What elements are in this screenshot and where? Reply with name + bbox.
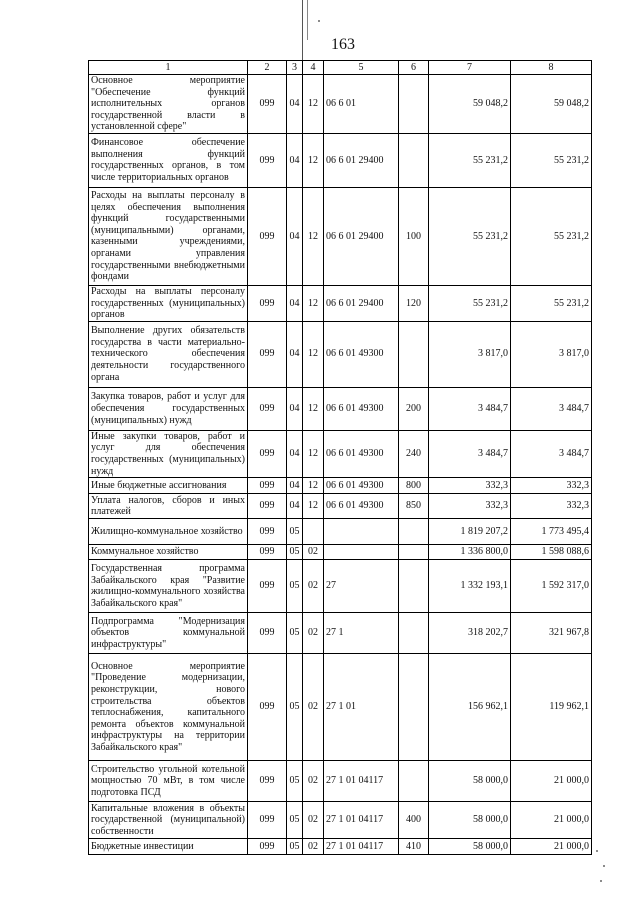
row-name: Расходы на выплаты персоналу в целях обеспечения выполнения функций государственными (муниципальными) органами, казенными учреждениями, органами управления государственными внебюджетными фондами bbox=[89, 187, 248, 285]
table-body bbox=[89, 75, 592, 855]
amount-year-1: 1 819 207,2 bbox=[429, 519, 511, 545]
ved-code: 099 bbox=[248, 133, 287, 187]
row-name: Подпрограмма "Модернизация объектов коммунальной инфраструктуры" bbox=[89, 613, 248, 654]
table-row bbox=[89, 654, 592, 761]
scan-speck bbox=[318, 20, 320, 22]
amount-year-2: 55 231,2 bbox=[511, 285, 592, 321]
column-header: 8 bbox=[511, 61, 592, 75]
row-name: Иные бюджетные ассигнования bbox=[89, 478, 248, 494]
ved-code: 099 bbox=[248, 285, 287, 321]
expense-type-code: 240 bbox=[399, 430, 429, 477]
section-code: 04 bbox=[287, 133, 303, 187]
scan-speck bbox=[603, 865, 605, 867]
table-row bbox=[89, 519, 592, 545]
amount-year-2: 3 484,7 bbox=[511, 387, 592, 430]
table-row bbox=[89, 321, 592, 387]
amount-year-1: 3 484,7 bbox=[429, 387, 511, 430]
expense-type-code bbox=[399, 321, 429, 387]
section-code: 04 bbox=[287, 478, 303, 494]
column-header: 7 bbox=[429, 61, 511, 75]
row-name: Коммунальное хозяйство bbox=[89, 545, 248, 560]
amount-year-2: 21 000,0 bbox=[511, 839, 592, 855]
section-code: 05 bbox=[287, 560, 303, 613]
amount-year-2: 55 231,2 bbox=[511, 187, 592, 285]
expense-type-code bbox=[399, 75, 429, 134]
target-article-code: 06 6 01 bbox=[324, 75, 399, 134]
row-name: Строительство угольной котельной мощностью 70 мВт, в том числе подготовка ПСД bbox=[89, 761, 248, 802]
amount-year-2: 1 773 495,4 bbox=[511, 519, 592, 545]
target-article-code: 06 6 01 29400 bbox=[324, 285, 399, 321]
table-row bbox=[89, 478, 592, 494]
table-row bbox=[89, 613, 592, 654]
row-name: Выполнение других обязательств государства в части материально-технического обеспечения деятельности государственного органа bbox=[89, 321, 248, 387]
table-row bbox=[89, 387, 592, 430]
subsection-code: 12 bbox=[303, 187, 324, 285]
table-row bbox=[89, 545, 592, 560]
table-row bbox=[89, 802, 592, 839]
row-name: Уплата налогов, сборов и иных платежей bbox=[89, 494, 248, 519]
target-article-code: 27 1 01 04117 bbox=[324, 839, 399, 855]
target-article-code bbox=[324, 519, 399, 545]
ved-code: 099 bbox=[248, 761, 287, 802]
expense-type-code: 850 bbox=[399, 494, 429, 519]
amount-year-2: 332,3 bbox=[511, 494, 592, 519]
section-code: 05 bbox=[287, 761, 303, 802]
section-code: 05 bbox=[287, 545, 303, 560]
row-name: Финансовое обеспечение выполнения функций государственных органов, в том числе территориальных органов bbox=[89, 133, 248, 187]
scan-speck bbox=[596, 850, 598, 852]
target-article-code: 27 1 01 bbox=[324, 654, 399, 761]
row-name: Расходы на выплаты персоналу государственных (муниципальных) органов bbox=[89, 285, 248, 321]
column-header: 3 bbox=[287, 61, 303, 75]
subsection-code: 02 bbox=[303, 761, 324, 802]
ved-code: 099 bbox=[248, 321, 287, 387]
section-code: 04 bbox=[287, 187, 303, 285]
amount-year-2: 21 000,0 bbox=[511, 761, 592, 802]
amount-year-1: 318 202,7 bbox=[429, 613, 511, 654]
ved-code: 099 bbox=[248, 430, 287, 477]
target-article-code: 06 6 01 49300 bbox=[324, 478, 399, 494]
column-header: 5 bbox=[324, 61, 399, 75]
header-row bbox=[89, 61, 592, 75]
ved-code: 099 bbox=[248, 478, 287, 494]
amount-year-2: 3 484,7 bbox=[511, 430, 592, 477]
subsection-code: 02 bbox=[303, 545, 324, 560]
amount-year-1: 59 048,2 bbox=[429, 75, 511, 134]
row-name: Бюджетные инвестиции bbox=[89, 839, 248, 855]
subsection-code: 02 bbox=[303, 839, 324, 855]
target-article-code: 27 1 bbox=[324, 613, 399, 654]
subsection-code: 12 bbox=[303, 387, 324, 430]
ved-code: 099 bbox=[248, 560, 287, 613]
amount-year-1: 1 336 800,0 bbox=[429, 545, 511, 560]
table-row bbox=[89, 560, 592, 613]
table-row bbox=[89, 494, 592, 519]
subsection-code: 12 bbox=[303, 75, 324, 134]
subsection-code: 02 bbox=[303, 613, 324, 654]
expense-type-code: 120 bbox=[399, 285, 429, 321]
target-article-code: 27 1 01 04117 bbox=[324, 802, 399, 839]
section-code: 05 bbox=[287, 839, 303, 855]
page-number: 163 bbox=[331, 36, 355, 53]
section-code: 04 bbox=[287, 321, 303, 387]
subsection-code: 12 bbox=[303, 494, 324, 519]
column-header: 4 bbox=[303, 61, 324, 75]
expense-type-code: 200 bbox=[399, 387, 429, 430]
row-name: Государственная программа Забайкальского края "Развитие жилищно-коммунального хозяйства Забайкальского края" bbox=[89, 560, 248, 613]
budget-table bbox=[88, 60, 592, 855]
column-header: 6 bbox=[399, 61, 429, 75]
scan-speck bbox=[600, 880, 602, 882]
ved-code: 099 bbox=[248, 494, 287, 519]
amount-year-1: 156 962,1 bbox=[429, 654, 511, 761]
expense-type-code: 400 bbox=[399, 802, 429, 839]
ved-code: 099 bbox=[248, 654, 287, 761]
target-article-code bbox=[324, 545, 399, 560]
amount-year-1: 58 000,0 bbox=[429, 761, 511, 802]
section-code: 04 bbox=[287, 387, 303, 430]
expense-type-code bbox=[399, 613, 429, 654]
row-name: Иные закупки товаров, работ и услуг для обеспечения государственных (муниципальных) нужд bbox=[89, 430, 248, 477]
row-name: Основное мероприятие "Проведение модернизации, реконструкции, нового строительства объектов теплоснабжения, капитального ремонта объектов коммунальной инфраструктуры на территории Забайкальского края" bbox=[89, 654, 248, 761]
amount-year-2: 1 592 317,0 bbox=[511, 560, 592, 613]
table-row bbox=[89, 133, 592, 187]
amount-year-1: 58 000,0 bbox=[429, 802, 511, 839]
amount-year-2: 1 598 088,6 bbox=[511, 545, 592, 560]
table-row bbox=[89, 430, 592, 477]
amount-year-1: 332,3 bbox=[429, 478, 511, 494]
row-name: Основное мероприятие "Обеспечение функций исполнительных органов государственной власти в установленной сфере" bbox=[89, 75, 248, 134]
amount-year-2: 3 817,0 bbox=[511, 321, 592, 387]
table-row bbox=[89, 75, 592, 134]
section-code: 04 bbox=[287, 285, 303, 321]
target-article-code: 06 6 01 29400 bbox=[324, 187, 399, 285]
ved-code: 099 bbox=[248, 613, 287, 654]
target-article-code: 06 6 01 49300 bbox=[324, 494, 399, 519]
expense-type-code bbox=[399, 761, 429, 802]
binding-line bbox=[307, 0, 308, 40]
table-row bbox=[89, 187, 592, 285]
target-article-code: 06 6 01 29400 bbox=[324, 133, 399, 187]
row-name: Капитальные вложения в объекты государственной (муниципальной) собственности bbox=[89, 802, 248, 839]
amount-year-1: 3 484,7 bbox=[429, 430, 511, 477]
amount-year-1: 55 231,2 bbox=[429, 285, 511, 321]
column-header: 2 bbox=[248, 61, 287, 75]
target-article-code: 06 6 01 49300 bbox=[324, 321, 399, 387]
ved-code: 099 bbox=[248, 545, 287, 560]
subsection-code: 02 bbox=[303, 654, 324, 761]
subsection-code: 02 bbox=[303, 560, 324, 613]
amount-year-2: 55 231,2 bbox=[511, 133, 592, 187]
amount-year-1: 58 000,0 bbox=[429, 839, 511, 855]
target-article-code: 06 6 01 49300 bbox=[324, 387, 399, 430]
expense-type-code: 410 bbox=[399, 839, 429, 855]
amount-year-2: 21 000,0 bbox=[511, 802, 592, 839]
ved-code: 099 bbox=[248, 75, 287, 134]
amount-year-2: 59 048,2 bbox=[511, 75, 592, 134]
table-row bbox=[89, 285, 592, 321]
subsection-code: 12 bbox=[303, 285, 324, 321]
subsection-code: 12 bbox=[303, 133, 324, 187]
amount-year-1: 55 231,2 bbox=[429, 187, 511, 285]
expense-type-code bbox=[399, 133, 429, 187]
ved-code: 099 bbox=[248, 387, 287, 430]
target-article-code: 27 1 01 04117 bbox=[324, 761, 399, 802]
table-row bbox=[89, 761, 592, 802]
expense-type-code: 100 bbox=[399, 187, 429, 285]
section-code: 05 bbox=[287, 802, 303, 839]
amount-year-1: 332,3 bbox=[429, 494, 511, 519]
amount-year-1: 55 231,2 bbox=[429, 133, 511, 187]
target-article-code: 27 bbox=[324, 560, 399, 613]
expense-type-code bbox=[399, 560, 429, 613]
section-code: 05 bbox=[287, 654, 303, 761]
subsection-code: 12 bbox=[303, 478, 324, 494]
expense-type-code bbox=[399, 545, 429, 560]
subsection-code: 12 bbox=[303, 321, 324, 387]
amount-year-1: 1 332 193,1 bbox=[429, 560, 511, 613]
ved-code: 099 bbox=[248, 187, 287, 285]
amount-year-1: 3 817,0 bbox=[429, 321, 511, 387]
amount-year-2: 119 962,1 bbox=[511, 654, 592, 761]
ved-code: 099 bbox=[248, 519, 287, 545]
section-code: 04 bbox=[287, 75, 303, 134]
section-code: 04 bbox=[287, 494, 303, 519]
row-name: Жилищно-коммунальное хозяйство bbox=[89, 519, 248, 545]
amount-year-2: 332,3 bbox=[511, 478, 592, 494]
section-code: 05 bbox=[287, 613, 303, 654]
subsection-code: 12 bbox=[303, 430, 324, 477]
expense-type-code: 800 bbox=[399, 478, 429, 494]
subsection-code bbox=[303, 519, 324, 545]
section-code: 05 bbox=[287, 519, 303, 545]
expense-type-code bbox=[399, 519, 429, 545]
ved-code: 099 bbox=[248, 802, 287, 839]
column-header: 1 bbox=[89, 61, 248, 75]
target-article-code: 06 6 01 49300 bbox=[324, 430, 399, 477]
row-name: Закупка товаров, работ и услуг для обеспечения государственных (муниципальных) нужд bbox=[89, 387, 248, 430]
ved-code: 099 bbox=[248, 839, 287, 855]
section-code: 04 bbox=[287, 430, 303, 477]
expense-type-code bbox=[399, 654, 429, 761]
subsection-code: 02 bbox=[303, 802, 324, 839]
amount-year-2: 321 967,8 bbox=[511, 613, 592, 654]
table-row bbox=[89, 839, 592, 855]
